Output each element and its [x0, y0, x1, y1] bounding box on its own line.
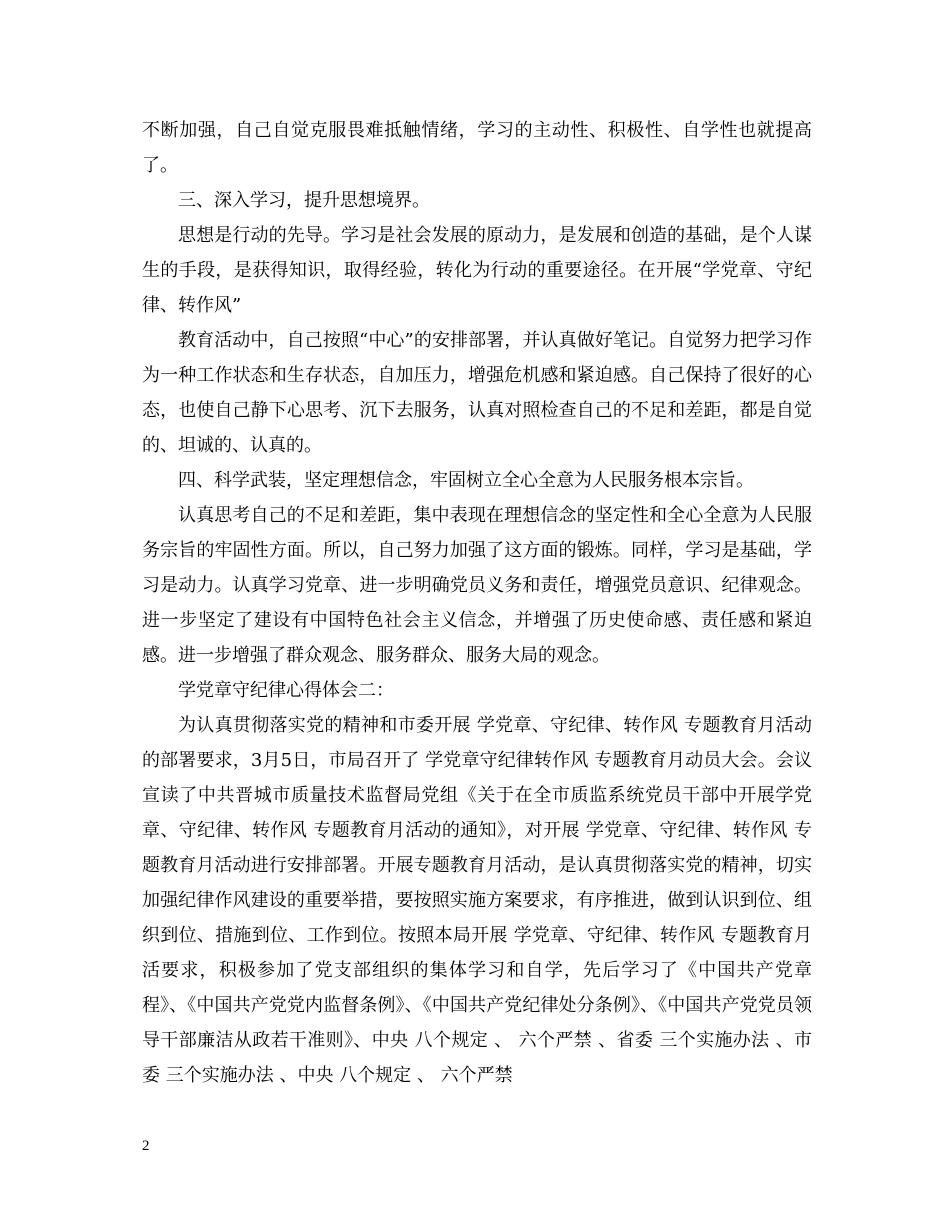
paragraph-6: 认真思考自己的不足和差距，集中表现在理想信念的坚定性和全心全意为人民服务宗旨的牢固性方面。所以，自己努力加强了这方面的锻炼。同样，学习是基础，学习是动力。认真学习党章、进一步明确党员义务和责任，增强党员意识、纪律观念。进一步坚定了建设有中国特色社会主义信念，并增强了历史使命感、责任感和紧迫感。进一步增强了群众观念、服务群众、服务大局的观念。 [142, 505, 812, 666]
paragraph-5: 四、科学武装，坚定理想信念，牢固树立全心全意为人民服务根本宗旨。 [178, 470, 754, 491]
paragraph-3: 思想是行动的先导。学习是社会发展的原动力，是发展和创造的基础，是个人谋生的手段，是获得知识，取得经验，转化为行动的重要途径。在开展“学党章、守纪律、转作风” [142, 225, 812, 316]
page-number: 2 [142, 1138, 150, 1154]
paragraph-2: 三、深入学习，提升思想境界。 [178, 190, 430, 211]
document-body [142, 113, 812, 1093]
paragraph-7: 学党章守纪律心得体会二： [178, 680, 394, 701]
paragraph-4: 教育活动中，自己按照“中心”的安排部署，并认真做好笔记。自觉努力把学习作为一种工作状态和生存状态，自加压力，增强危机感和紧迫感。自己保持了很好的心态，也使自己静下心思考、沉下去服务，认真对照检查自己的不足和差距，都是自觉的、坦诚的、认真的。 [142, 330, 812, 456]
paragraph-8: 为认真贯彻落实党的精神和市委开展 学党章、守纪律、转作风 专题教育月活动的部署要求，3月5日，市局召开了 学党章守纪律转作风 专题教育月动员大会。会议宣读了中共晋城市质量技术监督局党组《关于在全市质监系统党员干部中开展学党章、守纪律、转作风 专题教育月活动的通知》，对开展 学党章、守纪律、转作风 专题教育月活动进行安排部署。开展专题教育月活动，是认真贯彻落实党的精神，切实加强纪律作风建设的重要举措，要按照实施方案要求，有序推进，做到认识到位、组织到位、措施到位、工作到位。按照本局开展 学党章、守纪律、转作风 专题教育月活要求，积极参加了党支部组织的集体学习和自学，先后学习了《中国共产党章程》、《中国共产党党内监督条例》、《中国共产党纪律处分条例》、《中国共产党党员领导干部廉洁从政若干准则》、中央 八个规定 、 六个严禁 、省委 三个实施办法 、市委 三个实施办法 、中央 八个规定 、 六个严禁 [142, 715, 812, 1086]
paragraph-1: 不断加强，自己自觉克服畏难抵触情绪，学习的主动性、积极性、自学性也就提高了。 [142, 120, 812, 176]
